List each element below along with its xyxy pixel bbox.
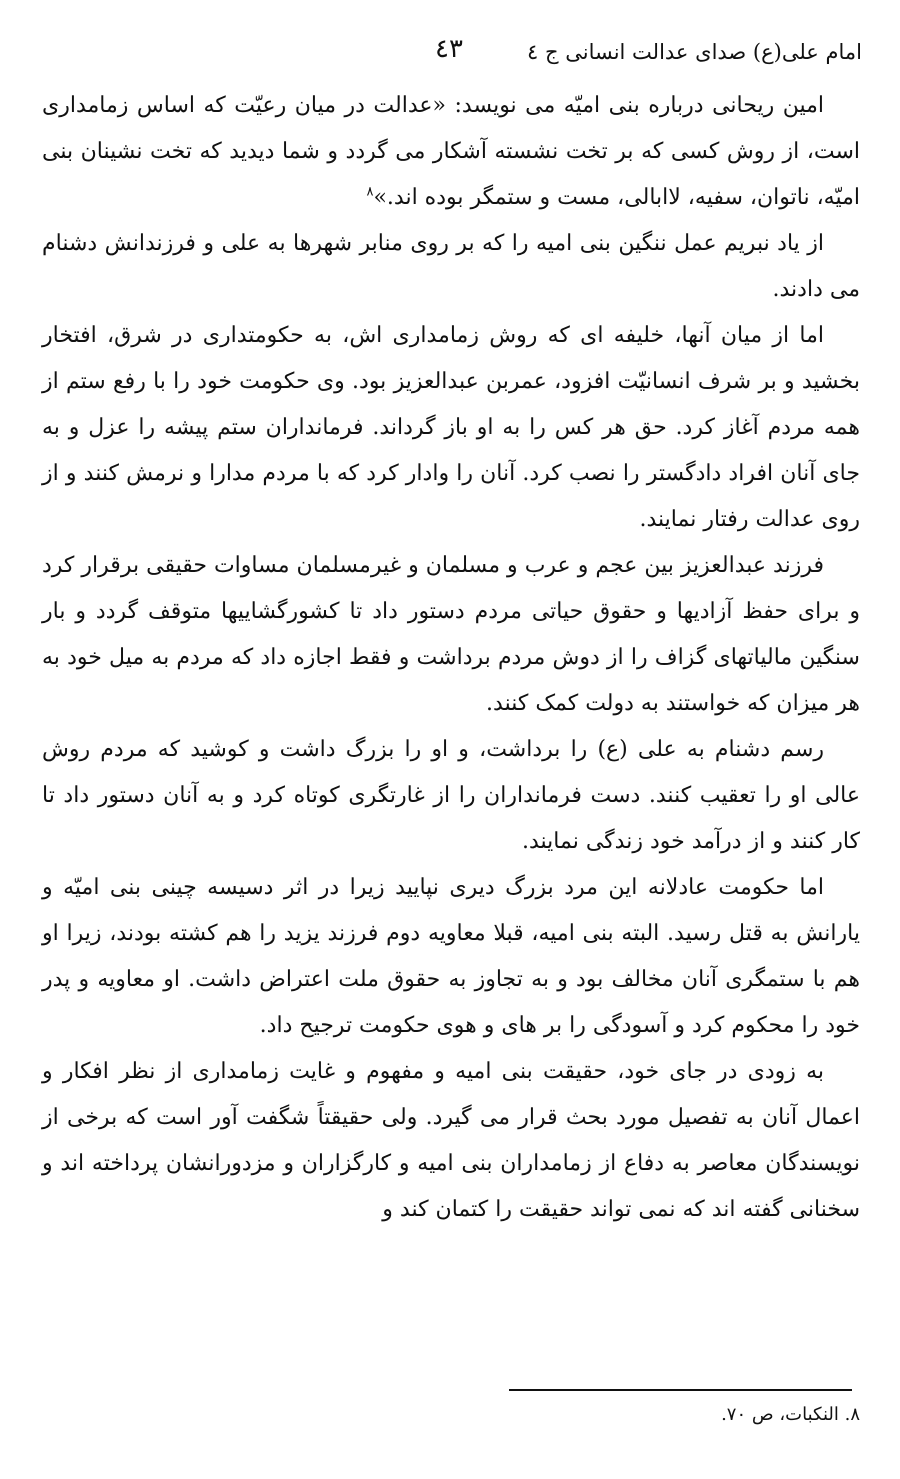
paragraph: رسم دشنام به علی (ع) را برداشت، و او را بزرگ داشت و کوشید که مردم روش عالی او را تعقیب کنند. دست فرمانداران را از غارتگری کوتاه کرد و به آنان دستور داد تا کار کنند و از درآمد خود زندگی نمایند. [42,737,860,854]
page-header [40,30,862,70]
footnote: ٨. النکبات، ص ٧٠. [721,1404,860,1425]
body-text [42,83,860,1233]
paragraph: به زودی در جای خود، حقیقت بنی امیه و مفهوم و غایت زمامداری از نظر افکار و اعمال آنان به تفصیل مورد بحث قرار می گیرد. ولی حقیقتاً شگفت آور است که برخی از نویسندگان معاصر به دفاع از زمامداران بنی امیه و کارگزاران و مزدورانشان پرداخته اند و سخنانی گفته اند که نمی تواند حقیقت را کتمان کند و [42,1059,860,1222]
running-title: امام علی(ع) صدای عدالت انسانی ج ٤ [527,40,862,64]
page-number: ٤٣ [435,34,463,64]
paragraph: از یاد نبریم عمل ننگین بنی امیه را که بر روی منابر شهرها به علی و فرزندانش دشنام می دادند. [42,231,860,302]
paragraph: فرزند عبدالعزیز بین عجم و عرب و مسلمان و غیرمسلمان مساوات حقیقی برقرار کرد و برای حفظ آزادیها و حقوق حیاتی مردم دستور داد تا کشورگشاییها متوقف گردد و بار سنگین مالیاتهای گزاف را از دوش مردم برداشت و فقط اجازه داد که مردم به میل خود به هر میزان که خواستند به دولت کمک کنند. [42,553,860,716]
paragraph: اما حکومت عادلانه این مرد بزرگ دیری نپایید زیرا در اثر دسیسه چینی بنی امیّه و یارانش به قتل رسید. البته بنی امیه، قبلا معاویه دوم فرزند یزید را هم کشته بودند، زیرا او هم با ستمگری آنان مخالف بود و به تجاوز به حقوق ملت اعتراض داشت. او معاویه و پدر خود را محکوم کرد و آسودگی را بر های و هوی حکومت ترجیح داد. [42,875,861,1038]
footnote-divider [509,1389,852,1391]
paragraph: اما از میان آنها، خلیفه ای که روش زمامداری اش، به حکومتداری در شرق، افتخار بخشید و بر شرف انسانیّت افزود، عمربن عبدالعزیز بود. وی حکومت خود را با رفع ستم از همه مردم آغاز کرد. حق هر کس را به او باز گرداند. فرمانداران ستم پیشه را عزل و به جای آنان افراد دادگستر را نصب کرد. آنان را وادار کرد که با مردم مدارا و نرمش کنند و از روی عدالت رفتار نمایند. [42,323,860,532]
footnote-reference: ٨ [366,184,374,200]
paragraph-text: امین ریحانی درباره بنی امیّه می نویسد: «عدالت در میان رعیّت که اساس زمامداری است، از روش کسی که بر تخت نشسته آشکار می گردد و شما دیدید که تخت نشینان بنی امیّه، ناتوان، سفیه، لاابالی، مست و ستمگر بوده اند.» [42,93,860,210]
paragraph [42,83,860,221]
